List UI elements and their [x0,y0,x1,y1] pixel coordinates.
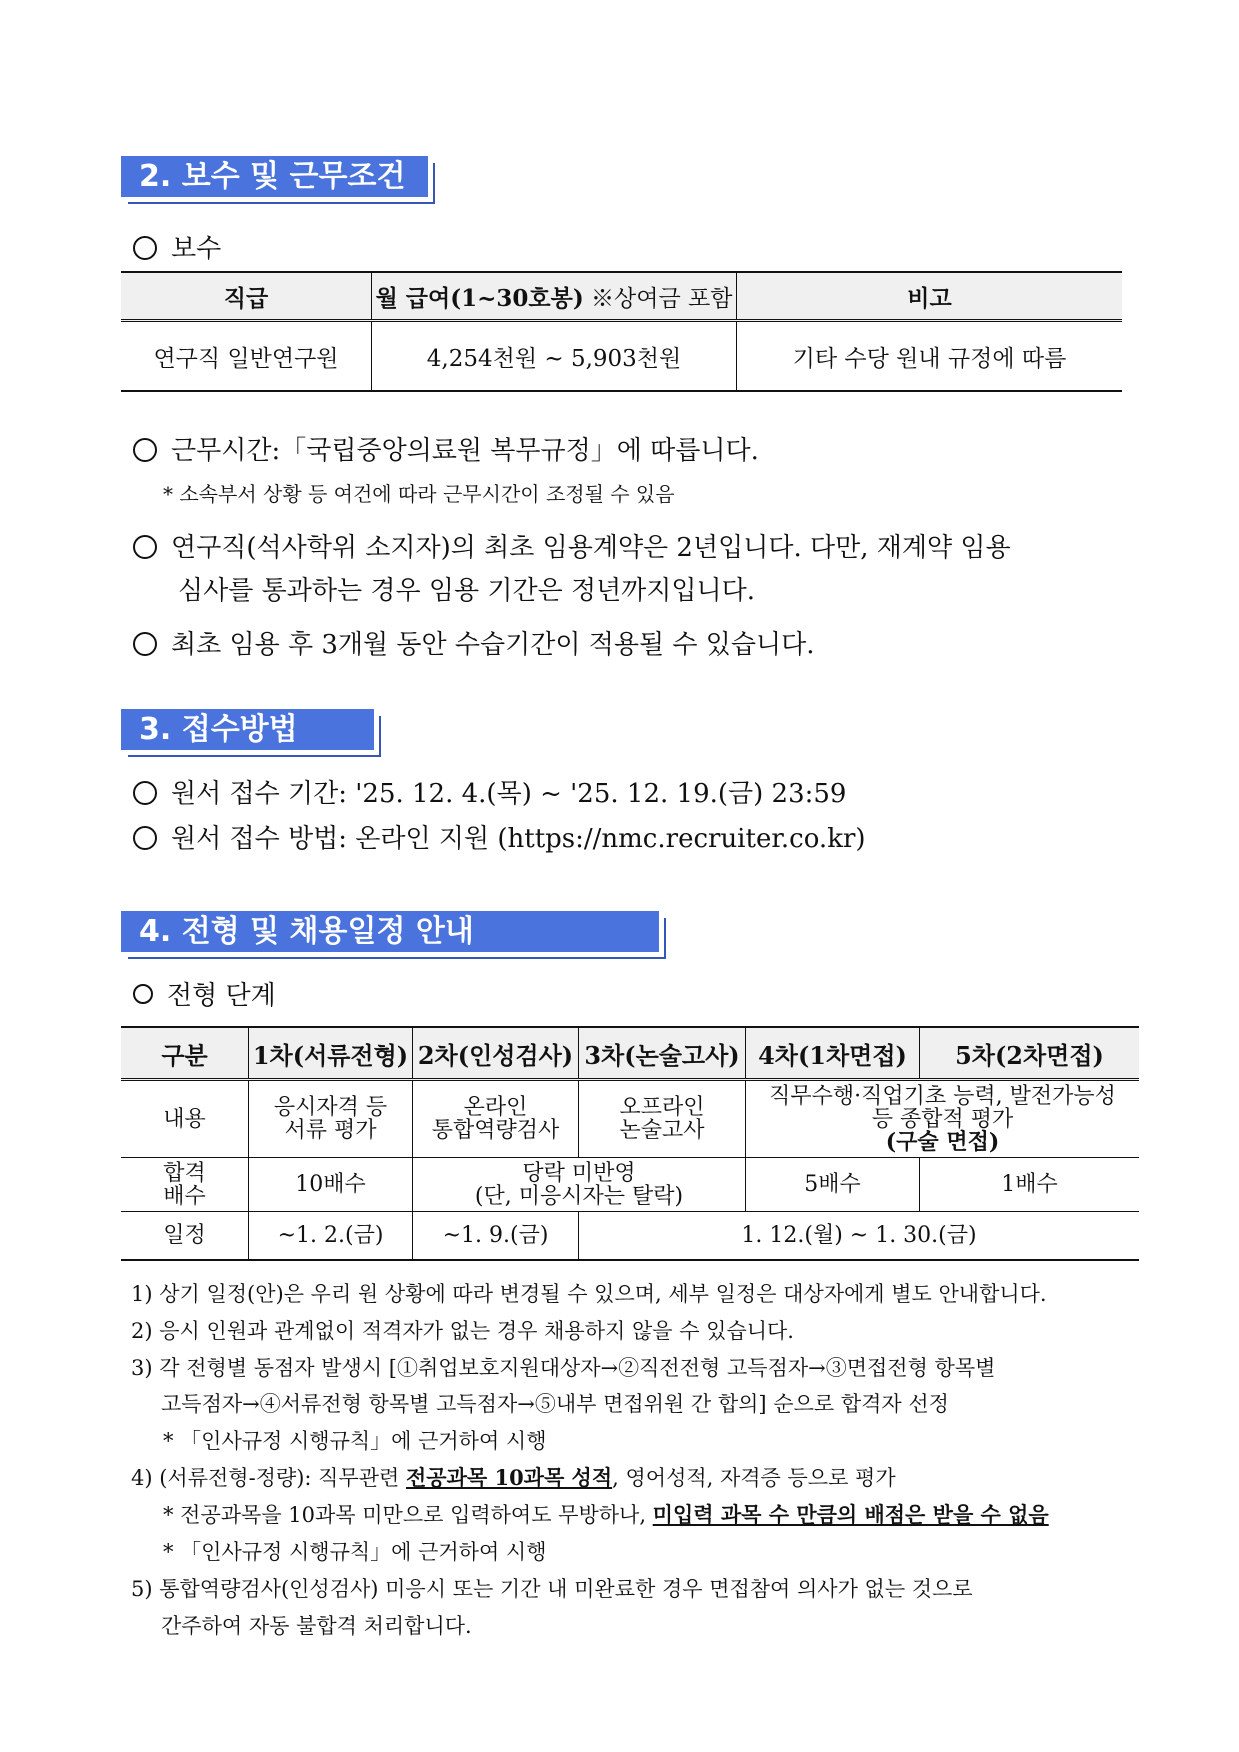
pay-label: 보수 [133,228,221,265]
cell-content-interviews: 직무수행·직업기초 능력, 발전가능성 등 종합적 평가 (구술 면접) [746,1080,1140,1158]
note-2: 2) 응시 인원과 관계없이 적격자가 없는 경우 채용하지 않을 수 있습니다. [131,1319,794,1343]
note-4-sub-2: * 「인사규정 시행규칙」에 근거하여 시행 [163,1540,547,1564]
circle-bullet-icon [133,632,157,656]
note-5: 5) 통합역량검사(인성검사) 미응시 또는 기간 내 미완료한 경우 면접참여 의사가 없는 것으로 [131,1577,973,1601]
schedule-row-multiplier [121,1158,1139,1212]
note-4: 4) (서류전형-정량): 직무관련 전공과목 10과목 성적, 영어성적, 자격증 등으로 평가 [131,1465,896,1490]
note-5-cont: 간주하여 자동 불합격 처리합니다. [161,1614,472,1638]
salary-table-header [121,272,1122,321]
stage-label: 전형 단계 [133,975,276,1012]
cell-date-stage-2: ~1. 9.(금) [413,1212,579,1260]
header-monthly-pay: 월 급여(1~30호봉) ※상여금 포함 [372,272,737,321]
cell-remarks: 기타 수당 원내 규정에 따름 [737,321,1123,392]
cell-date-stage-3-5: 1. 12.(월) ~ 1. 30.(금) [579,1212,1140,1260]
cell-content-stage-3: 오프라인 논술고사 [579,1080,746,1158]
work-hours-note: * 소속부서 상황 등 여건에 따라 근무시간이 조정될 수 있음 [163,482,675,506]
header-stage-1: 1차(서류전형) [249,1027,413,1080]
circle-bullet-icon [133,826,157,850]
cell-multiplier-stage-4: 5배수 [746,1158,920,1212]
row-label-content: 내용 [121,1080,249,1158]
note-1: 1) 상기 일정(안)은 우리 원 상황에 따라 변경될 수 있으며, 세부 일정은 대상자에게 별도 안내합니다. [131,1282,1047,1306]
circle-bullet-icon [133,781,157,805]
application-period: 원서 접수 기간: '25. 12. 4.(목) ~ '25. 12. 19.(금) 23:59 [133,773,846,810]
contract-info-cont: 심사를 통과하는 경우 임용 기간은 정년까지입니다. [178,576,756,606]
note-4-sub-1: * 전공과목을 10과목 미만으로 입력하여도 무방하나, 미입력 과목 수 만큼의 배점은 받을 수 없음 [163,1502,1049,1527]
schedule-row-content [121,1080,1139,1158]
schedule-row-dates [121,1212,1139,1260]
note-3-cont: 고득점자→④서류전형 항목별 고득점자→⑤내부 면접위원 간 합의] 순으로 합격자 선정 [161,1392,949,1416]
note-3: 3) 각 전형별 동점자 발생시 [①취업보호지원대상자→②직전전형 고득점자→③면접전형 항목별 [131,1356,996,1380]
header-stage-4: 4차(1차면접) [746,1027,920,1080]
section-4-title: 4. 전형 및 채용일정 안내 [121,911,659,952]
header-stage-3: 3차(논술고사) [579,1027,746,1080]
header-remarks: 비고 [737,272,1123,321]
section-3-title: 3. 접수방법 [121,709,374,750]
cell-multiplier-stage-5: 1배수 [920,1158,1140,1212]
salary-table-row [121,321,1122,392]
cell-multiplier-stage-2-3: 당락 미반영 (단, 미응시자는 탈락) [413,1158,746,1212]
contract-info: 연구직(석사학위 소지자)의 최초 임용계약은 2년입니다. 다만, 재계약 임용 [133,527,1011,564]
header-stage-5: 5차(2차면접) [920,1027,1140,1080]
schedule-table-header [121,1027,1139,1080]
circle-bullet-icon [133,535,157,559]
row-label-multiplier: 합격 배수 [121,1158,249,1212]
cell-multiplier-stage-1: 10배수 [249,1158,413,1212]
header-stage-2: 2차(인성검사) [413,1027,579,1080]
row-label-schedule: 일정 [121,1212,249,1260]
section-2-title: 2. 보수 및 근무조건 [121,156,428,197]
circle-bullet-icon [133,236,157,260]
cell-content-stage-1: 응시자격 등 서류 평가 [249,1080,413,1158]
header-rank: 직급 [121,272,372,321]
circle-bullet-icon [133,438,157,462]
schedule-table [121,1026,1139,1261]
cell-date-stage-1: ~1. 2.(금) [249,1212,413,1260]
header-category: 구분 [121,1027,249,1080]
note-3-sub: * 「인사규정 시행규칙」에 근거하여 시행 [163,1429,547,1453]
salary-table [121,271,1122,392]
cell-rank: 연구직 일반연구원 [121,321,372,392]
application-method: 원서 접수 방법: 온라인 지원 (https://nmc.recruiter.co.kr) [133,818,866,855]
work-hours: 근무시간:「국립중앙의료원 복무규정」에 따릅니다. [133,430,759,467]
probation-info: 최초 임용 후 3개월 동안 수습기간이 적용될 수 있습니다. [133,624,814,661]
circle-bullet-icon [133,984,153,1004]
cell-content-stage-2: 온라인 통합역량검사 [413,1080,579,1158]
cell-pay: 4,254천원 ~ 5,903천원 [372,321,737,392]
